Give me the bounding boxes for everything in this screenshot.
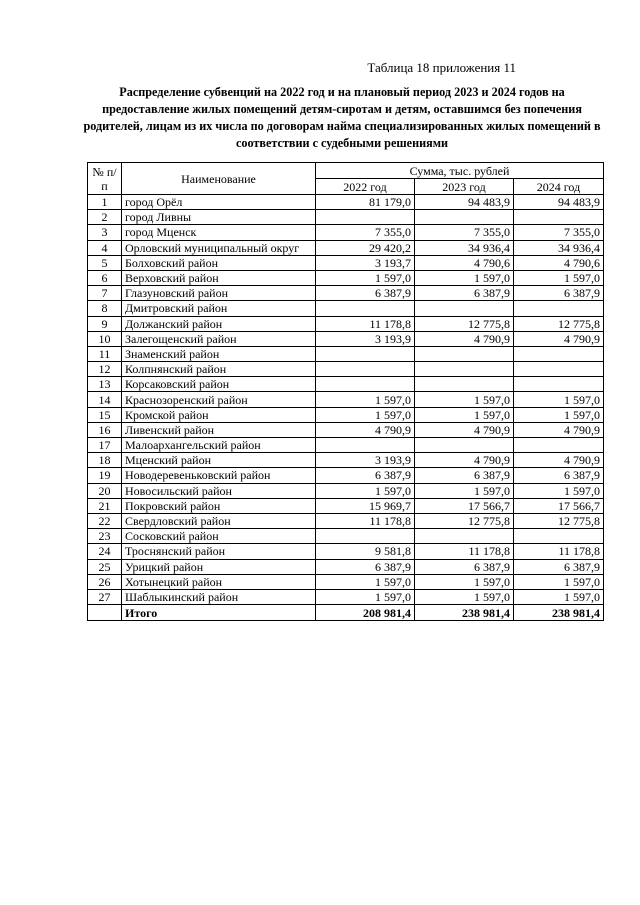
table-row <box>88 453 604 468</box>
row-name: Кромской район <box>122 407 316 422</box>
total-value-2024: 238 981,4 <box>514 605 604 621</box>
row-value-2022: 3 193,9 <box>316 331 415 346</box>
row-number: 21 <box>88 498 122 513</box>
row-name: Покровский район <box>122 498 316 513</box>
row-number: 11 <box>88 346 122 361</box>
row-value-2023: 94 483,9 <box>415 195 514 210</box>
table-row <box>88 468 604 483</box>
row-number: 22 <box>88 513 122 528</box>
row-name: Новодеревеньковский район <box>122 468 316 483</box>
row-value-2023 <box>415 210 514 225</box>
row-name: Глазуновский район <box>122 286 316 301</box>
table-row <box>88 270 604 285</box>
row-value-2022: 1 597,0 <box>316 483 415 498</box>
row-value-2024: 1 597,0 <box>514 270 604 285</box>
row-value-2022: 29 420,2 <box>316 240 415 255</box>
row-number: 13 <box>88 377 122 392</box>
row-name: Болховский район <box>122 255 316 270</box>
row-value-2022 <box>316 438 415 453</box>
row-value-2022: 6 387,9 <box>316 286 415 301</box>
table-row <box>88 513 604 528</box>
row-value-2023 <box>415 377 514 392</box>
header-year-2022: 2022 год <box>316 179 415 195</box>
row-name: Знаменский район <box>122 346 316 361</box>
row-value-2024: 17 566,7 <box>514 498 604 513</box>
table-row <box>88 225 604 240</box>
row-name: Колпнянский район <box>122 362 316 377</box>
row-value-2022: 11 178,8 <box>316 513 415 528</box>
total-row <box>88 605 604 621</box>
row-value-2023: 6 387,9 <box>415 286 514 301</box>
row-name: Троснянский район <box>122 544 316 559</box>
row-value-2023: 6 387,9 <box>415 559 514 574</box>
row-number: 14 <box>88 392 122 407</box>
row-number: 24 <box>88 544 122 559</box>
table-row <box>88 195 604 210</box>
row-number: 27 <box>88 589 122 604</box>
row-value-2024: 4 790,9 <box>514 422 604 437</box>
document-title: Распределение субвенций на 2022 год и на плановый период 2023 и 2024 годов на предоставление жилых помещений детям-сиротам и детям, оставшимся без попечения родителей, лицам из их числа по договорам найма специализированных жилых помещений в соответствии с судебными решениями <box>83 85 601 150</box>
table-row <box>88 574 604 589</box>
table-row <box>88 210 604 225</box>
row-value-2024: 12 775,8 <box>514 513 604 528</box>
row-name: Хотынецкий район <box>122 574 316 589</box>
row-number: 12 <box>88 362 122 377</box>
row-value-2022: 9 581,8 <box>316 544 415 559</box>
table-row <box>88 362 604 377</box>
row-value-2022 <box>316 377 415 392</box>
row-name: Залегощенский район <box>122 331 316 346</box>
row-value-2023: 1 597,0 <box>415 589 514 604</box>
row-value-2024: 7 355,0 <box>514 225 604 240</box>
table-row <box>88 377 604 392</box>
row-number: 17 <box>88 438 122 453</box>
row-number: 20 <box>88 483 122 498</box>
row-number: 2 <box>88 210 122 225</box>
row-number: 6 <box>88 270 122 285</box>
row-value-2022: 1 597,0 <box>316 270 415 285</box>
row-name: Шаблыкинский район <box>122 589 316 604</box>
row-value-2023: 34 936,4 <box>415 240 514 255</box>
table-row <box>88 589 604 604</box>
table-row <box>88 255 604 270</box>
table-row <box>88 331 604 346</box>
table-row <box>88 498 604 513</box>
row-number: 25 <box>88 559 122 574</box>
table-row <box>88 301 604 316</box>
header-row <box>88 163 604 179</box>
row-value-2023: 4 790,9 <box>415 453 514 468</box>
row-value-2022 <box>316 362 415 377</box>
row-value-2023: 17 566,7 <box>415 498 514 513</box>
table-row <box>88 422 604 437</box>
row-value-2022: 1 597,0 <box>316 589 415 604</box>
row-value-2023: 4 790,6 <box>415 255 514 270</box>
row-value-2024 <box>514 210 604 225</box>
table-row <box>88 438 604 453</box>
row-value-2024: 34 936,4 <box>514 240 604 255</box>
header-name: Наименование <box>122 163 316 195</box>
header-year-2024: 2024 год <box>514 179 604 195</box>
row-value-2023: 1 597,0 <box>415 407 514 422</box>
row-value-2022 <box>316 210 415 225</box>
row-value-2022: 3 193,7 <box>316 255 415 270</box>
row-value-2023 <box>415 362 514 377</box>
row-value-2022: 15 969,7 <box>316 498 415 513</box>
row-name: Ливенский район <box>122 422 316 437</box>
row-number: 3 <box>88 225 122 240</box>
row-value-2022: 11 178,8 <box>316 316 415 331</box>
row-name: город Ливны <box>122 210 316 225</box>
row-value-2023: 1 597,0 <box>415 574 514 589</box>
row-number: 23 <box>88 529 122 544</box>
row-number: 4 <box>88 240 122 255</box>
row-value-2023: 4 790,9 <box>415 331 514 346</box>
row-value-2024: 12 775,8 <box>514 316 604 331</box>
total-label: Итого <box>122 605 316 621</box>
row-value-2023: 1 597,0 <box>415 392 514 407</box>
table-row <box>88 286 604 301</box>
table-row <box>88 559 604 574</box>
table-row <box>88 346 604 361</box>
row-value-2023: 12 775,8 <box>415 513 514 528</box>
row-name: Свердловский район <box>122 513 316 528</box>
row-value-2024: 11 178,8 <box>514 544 604 559</box>
header-sum: Сумма, тыс. рублей <box>316 163 604 179</box>
row-number: 16 <box>88 422 122 437</box>
row-value-2023: 4 790,9 <box>415 422 514 437</box>
row-value-2024: 94 483,9 <box>514 195 604 210</box>
header-num: № п/п <box>88 163 122 195</box>
table-row <box>88 544 604 559</box>
row-value-2022 <box>316 346 415 361</box>
table-caption: Таблица 18 приложения 11 <box>367 60 516 75</box>
header-year-2023: 2023 год <box>415 179 514 195</box>
table-row <box>88 392 604 407</box>
row-number: 15 <box>88 407 122 422</box>
row-name: Должанский район <box>122 316 316 331</box>
row-value-2022: 6 387,9 <box>316 559 415 574</box>
row-name: Малоархангельский район <box>122 438 316 453</box>
row-value-2023 <box>415 529 514 544</box>
row-value-2024: 1 597,0 <box>514 407 604 422</box>
row-number: 19 <box>88 468 122 483</box>
row-value-2024: 4 790,9 <box>514 331 604 346</box>
row-number: 5 <box>88 255 122 270</box>
row-number: 1 <box>88 195 122 210</box>
subsidy-table <box>87 162 604 621</box>
row-name: Сосковский район <box>122 529 316 544</box>
row-value-2024: 4 790,9 <box>514 453 604 468</box>
row-name: Новосильский район <box>122 483 316 498</box>
row-name: Дмитровский район <box>122 301 316 316</box>
row-value-2022 <box>316 301 415 316</box>
row-value-2024: 6 387,9 <box>514 559 604 574</box>
row-value-2023 <box>415 301 514 316</box>
row-value-2024 <box>514 377 604 392</box>
row-value-2022: 1 597,0 <box>316 392 415 407</box>
row-name: Мценский район <box>122 453 316 468</box>
row-value-2024: 6 387,9 <box>514 468 604 483</box>
row-value-2022: 3 193,9 <box>316 453 415 468</box>
row-value-2023 <box>415 346 514 361</box>
row-value-2024: 1 597,0 <box>514 392 604 407</box>
row-value-2022: 7 355,0 <box>316 225 415 240</box>
table-row <box>88 483 604 498</box>
row-value-2022 <box>316 529 415 544</box>
row-name: Урицкий район <box>122 559 316 574</box>
row-value-2023: 7 355,0 <box>415 225 514 240</box>
row-number: 10 <box>88 331 122 346</box>
row-value-2024: 1 597,0 <box>514 574 604 589</box>
total-value-2023: 238 981,4 <box>415 605 514 621</box>
row-value-2022: 1 597,0 <box>316 574 415 589</box>
row-number: 9 <box>88 316 122 331</box>
table-row <box>88 407 604 422</box>
row-value-2024: 1 597,0 <box>514 589 604 604</box>
row-value-2022: 4 790,9 <box>316 422 415 437</box>
row-name: город Орёл <box>122 195 316 210</box>
row-value-2023 <box>415 438 514 453</box>
row-number: 18 <box>88 453 122 468</box>
table-body <box>88 163 604 621</box>
row-number: 26 <box>88 574 122 589</box>
row-value-2024 <box>514 301 604 316</box>
row-name: город Мценск <box>122 225 316 240</box>
row-value-2023: 1 597,0 <box>415 483 514 498</box>
row-value-2024 <box>514 438 604 453</box>
row-number: 8 <box>88 301 122 316</box>
row-value-2024: 1 597,0 <box>514 483 604 498</box>
row-name: Верховский район <box>122 270 316 285</box>
row-value-2023: 12 775,8 <box>415 316 514 331</box>
row-value-2024: 6 387,9 <box>514 286 604 301</box>
row-value-2024 <box>514 529 604 544</box>
table-row <box>88 240 604 255</box>
row-value-2022: 1 597,0 <box>316 407 415 422</box>
row-value-2022: 6 387,9 <box>316 468 415 483</box>
table-row <box>88 316 604 331</box>
row-name: Краснозоренский район <box>122 392 316 407</box>
row-value-2024 <box>514 362 604 377</box>
total-value-2022: 208 981,4 <box>316 605 415 621</box>
table-row <box>88 529 604 544</box>
row-value-2023: 11 178,8 <box>415 544 514 559</box>
row-value-2022: 81 179,0 <box>316 195 415 210</box>
row-value-2023: 6 387,9 <box>415 468 514 483</box>
row-value-2023: 1 597,0 <box>415 270 514 285</box>
row-value-2024 <box>514 346 604 361</box>
row-value-2024: 4 790,6 <box>514 255 604 270</box>
total-number-cell <box>88 605 122 621</box>
row-name: Орловский муниципальный округ <box>122 240 316 255</box>
row-number: 7 <box>88 286 122 301</box>
row-name: Корсаковский район <box>122 377 316 392</box>
